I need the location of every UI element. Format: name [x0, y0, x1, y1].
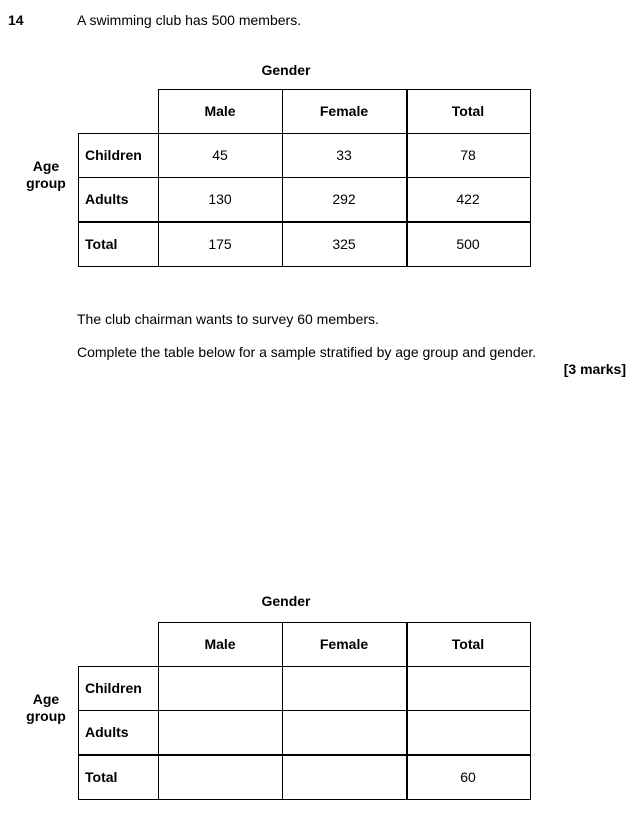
table1-line	[78, 266, 531, 267]
table1-cell: 175	[208, 236, 232, 252]
table2-header-total: Total	[451, 636, 485, 652]
table2-answer-cell[interactable]	[406, 666, 530, 710]
table1-cell: 325	[332, 236, 356, 252]
table1-line	[530, 89, 531, 267]
table1-row-label-total: Total	[85, 236, 118, 252]
table1-header-male: Male	[204, 103, 236, 119]
table1-group-label: group	[26, 175, 66, 191]
table1-header-female: Female	[319, 103, 369, 119]
table1-gender-heading: Gender	[261, 62, 311, 78]
table1-row-label-adults: Adults	[85, 191, 129, 207]
table1-cell: 500	[456, 236, 480, 252]
table2-line	[78, 799, 531, 800]
table2-answer-cell[interactable]	[282, 666, 406, 710]
table2-answer-cell[interactable]	[158, 755, 282, 799]
table2	[78, 622, 531, 800]
table1-age-group-label	[16, 158, 76, 192]
paragraph-instruction: Complete the table below for a sample stratified by age group and gender.	[77, 344, 537, 360]
table1-age-label: Age	[32, 158, 60, 174]
table2-header-female: Female	[319, 636, 369, 652]
table2-line	[530, 622, 531, 800]
paragraph-survey: The club chairman wants to survey 60 members.	[77, 311, 379, 327]
table1-cell: 78	[460, 147, 476, 163]
table2-age-label: Age	[32, 691, 60, 707]
question-number: 14	[8, 12, 24, 28]
table1-header-total: Total	[451, 103, 485, 119]
table1-cell: 33	[336, 147, 352, 163]
table1-row-label-children: Children	[85, 147, 142, 163]
table1-cell: 130	[208, 191, 232, 207]
table2-group-label: group	[26, 708, 66, 724]
table1-cell: 422	[456, 191, 480, 207]
table2-row-label-adults: Adults	[85, 724, 129, 740]
table2-answer-cell[interactable]	[282, 755, 406, 799]
table1-cell: 45	[212, 147, 228, 163]
table2-answer-cell[interactable]	[158, 710, 282, 754]
table2-answer-cell[interactable]	[406, 710, 530, 754]
table2-answer-cell[interactable]	[158, 666, 282, 710]
table2-age-group-label	[16, 691, 76, 725]
table2-row-label-children: Children	[85, 680, 142, 696]
table2-row-label-total: Total	[85, 769, 118, 785]
table2-answer-cell[interactable]	[282, 710, 406, 754]
question-intro: A swimming club has 500 members.	[77, 12, 302, 28]
table1	[78, 89, 531, 267]
marks-label: [3 marks]	[563, 361, 626, 377]
table2-total-value: 60	[460, 769, 476, 785]
table2-gender-heading: Gender	[261, 593, 311, 609]
table2-header-male: Male	[204, 636, 236, 652]
table1-cell: 292	[332, 191, 356, 207]
